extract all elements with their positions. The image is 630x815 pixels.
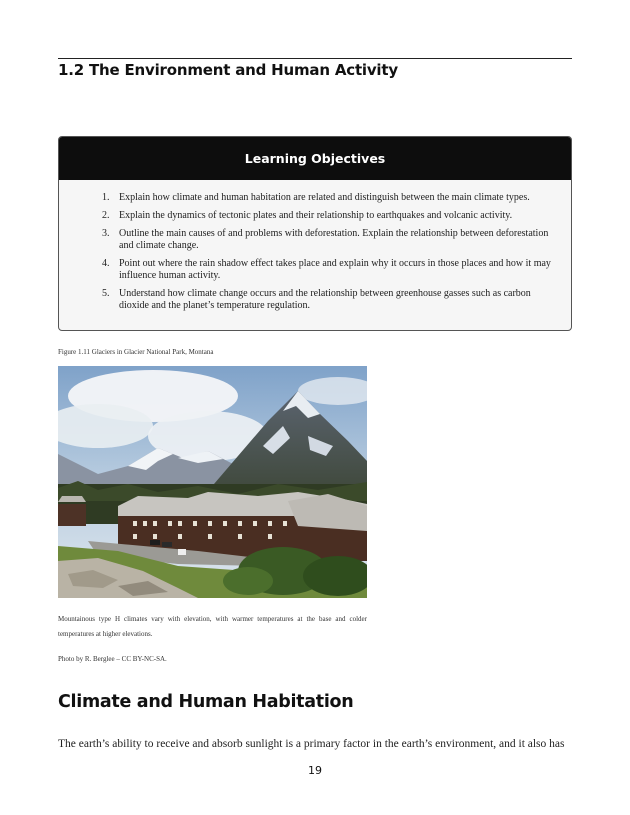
- objective-number: 4.: [102, 258, 110, 269]
- section-title: 1.2 The Environment and Human Activity: [58, 61, 398, 79]
- objective-text: Point out where the rain shadow effect takes place and explain why it occurs in those places and how it may influence human activity.: [119, 258, 551, 281]
- figure-caption: Figure 1.11 Glaciers in Glacier National Park, Montana: [58, 348, 214, 356]
- objective-item: [102, 288, 555, 312]
- figure-description: Mountainous type H climates vary with elevation, with warmer temperatures at the base and colder temperatures at higher elevations.: [58, 615, 367, 638]
- objective-text: Understand how climate change occurs and the relationship between greenhouse gasses such as carbon dioxide and the planet’s temperature regulation.: [119, 288, 531, 311]
- learning-objectives-heading: Learning Objectives: [59, 137, 571, 180]
- objective-item: [102, 192, 555, 204]
- body-paragraph: The earth’s ability to receive and absorb sunlight is a primary factor in the earth’s environment, and it also has: [58, 738, 565, 750]
- page-number: 19: [308, 764, 322, 777]
- learning-objectives-box: [58, 136, 572, 331]
- objective-text: Explain how climate and human habitation are related and distinguish between the main climate types.: [119, 192, 530, 203]
- objective-number: 3.: [102, 228, 110, 239]
- glacier-lodge-photo: [58, 366, 367, 598]
- top-rule: [58, 58, 572, 59]
- objective-number: 2.: [102, 210, 110, 221]
- objective-number: 5.: [102, 288, 110, 299]
- objective-item: [102, 258, 555, 282]
- objective-item: [102, 210, 555, 222]
- learning-objectives-list: [59, 180, 571, 312]
- photo-credit: Photo by R. Berglee – CC BY-NC-SA.: [58, 655, 167, 663]
- objective-item: [102, 228, 555, 252]
- objective-text: Explain the dynamics of tectonic plates and their relationship to earthquakes and volcanic activity.: [119, 210, 513, 221]
- objective-number: 1.: [102, 192, 110, 203]
- subsection-heading: Climate and Human Habitation: [58, 692, 354, 712]
- objective-text: Outline the main causes of and problems with deforestation. Explain the relationship between deforestation and climate change.: [119, 228, 549, 251]
